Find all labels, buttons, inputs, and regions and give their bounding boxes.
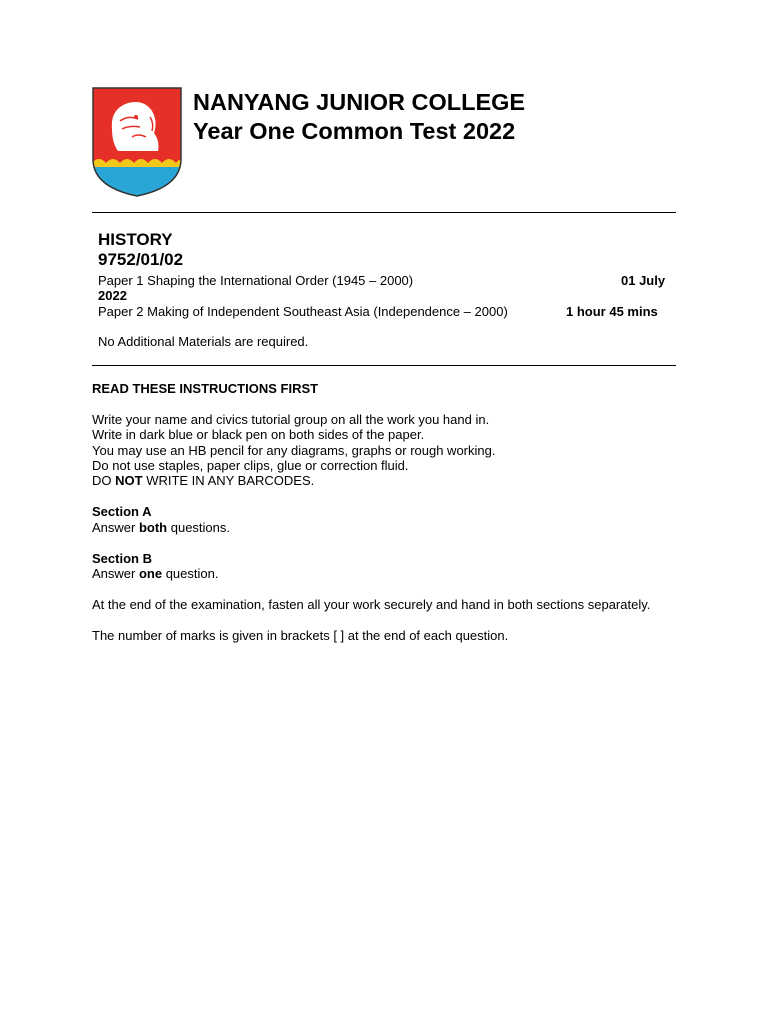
section-a-instruction: Answer both questions.: [92, 520, 230, 535]
college-name: NANYANG JUNIOR COLLEGE: [193, 89, 526, 115]
instruction-line: You may use an HB pencil for any diagrams, graphs or rough working.: [92, 443, 496, 458]
exam-duration: 1 hour 45 mins: [566, 304, 658, 319]
section-a-title: Section A: [92, 504, 152, 519]
section-b-instruction: Answer one question.: [92, 566, 219, 581]
submission-instruction: At the end of the examination, fasten all your work securely and hand in both sections separately.: [92, 597, 651, 612]
marks-note: The number of marks is given in brackets [ ] at the end of each question.: [92, 628, 509, 643]
exam-date: 01 July: [621, 273, 666, 288]
instructions-heading: READ THESE INSTRUCTIONS FIRST: [92, 381, 319, 396]
subject-title: HISTORY: [98, 230, 173, 249]
emphasis-one: one: [138, 566, 163, 581]
college-header: [193, 88, 525, 146]
exam-year: 2022: [98, 288, 127, 303]
paper2-title: Paper 2 Making of Independent Southeast Asia (Independence – 2000): [98, 304, 508, 319]
emphasis-not: NOT: [115, 473, 143, 488]
merlion-crest-icon: [92, 87, 182, 197]
materials-note: No Additional Materials are required.: [98, 334, 309, 349]
section-b-title: Section B: [92, 551, 152, 566]
paper1-title: Paper 1 Shaping the International Order (1945 – 2000): [98, 273, 414, 288]
subject-block: [98, 230, 183, 270]
instruction-line: Write in dark blue or black pen on both sides of the paper.: [92, 427, 425, 442]
subject-code: 9752/01/02: [98, 250, 184, 269]
instruction-line: Do not use staples, paper clips, glue or correction fluid.: [92, 458, 409, 473]
instruction-line: Write your name and civics tutorial group on all the work you hand in.: [92, 412, 490, 427]
top-divider: [92, 212, 676, 213]
barcode-instruction: DO NOT WRITE IN ANY BARCODES.: [92, 473, 315, 488]
test-name: Year One Common Test 2022: [193, 118, 516, 144]
emphasis-both: both: [138, 520, 168, 535]
bottom-divider: [92, 365, 676, 366]
